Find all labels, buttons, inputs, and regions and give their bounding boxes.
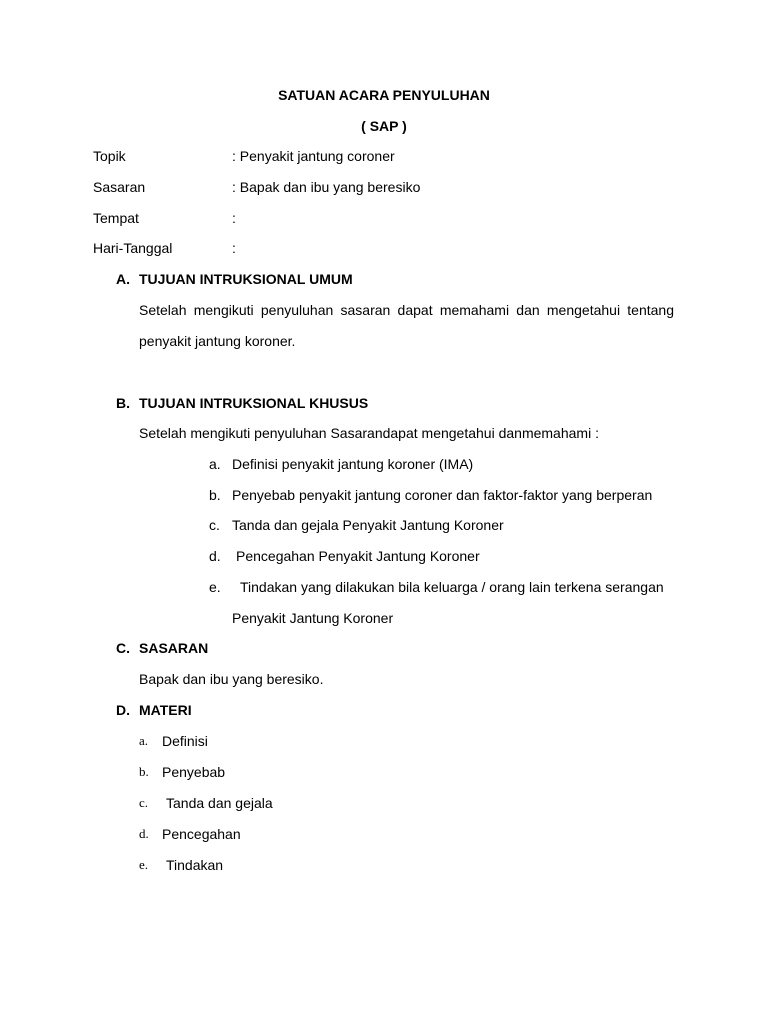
section-d-marker: D.: [116, 702, 130, 718]
list-item-continuation: Penyakit Jantung Koroner: [232, 610, 394, 626]
list-item-marker: c.: [139, 795, 149, 810]
section-a-marker: A.: [116, 271, 130, 287]
list-item-marker: a.: [209, 456, 221, 472]
list-item: Pencegahan: [162, 826, 241, 842]
list-item: Pencegahan Penyakit Jantung Koroner: [236, 548, 480, 564]
list-item-marker: b.: [139, 764, 149, 779]
list-item-marker: d.: [209, 548, 221, 564]
list-item: Tindakan yang dilakukan bila keluarga / orang lain terkena serangan: [240, 579, 664, 595]
list-item-marker: c.: [209, 517, 220, 533]
document-subtitle: ( SAP ): [361, 118, 407, 134]
list-item: Tindakan: [166, 857, 224, 873]
info-label-hari-tanggal: Hari-Tanggal: [93, 240, 173, 256]
info-value-tempat: :: [232, 210, 236, 226]
section-b-intro: Setelah mengikuti penyuluhan Sasarandapat mengetahui danmemahami :: [139, 425, 599, 441]
section-d-heading: MATERI: [139, 702, 192, 718]
list-item: Definisi penyakit jantung koroner (IMA): [232, 456, 474, 472]
section-c-marker: C.: [116, 640, 130, 656]
info-label-topik: Topik: [93, 148, 126, 164]
section-b-marker: B.: [116, 395, 130, 411]
list-item: Tanda dan gejala Penyakit Jantung Koroner: [232, 517, 504, 533]
info-value-topik: : Penyakit jantung coroner: [232, 148, 395, 164]
section-b-heading: TUJUAN INTRUKSIONAL KHUSUS: [139, 395, 369, 411]
list-item-marker: d.: [139, 826, 149, 841]
info-value-sasaran: : Bapak dan ibu yang beresiko: [232, 179, 421, 195]
list-item-marker: e.: [139, 857, 149, 872]
list-item: Tanda dan gejala: [166, 795, 273, 811]
info-label-tempat: Tempat: [93, 210, 139, 226]
list-item: Penyebab: [162, 764, 226, 780]
list-item: Penyebab penyakit jantung coroner dan faktor-faktor yang berperan: [232, 487, 653, 503]
section-a-heading: TUJUAN INTRUKSIONAL UMUM: [139, 271, 353, 287]
section-a-paragraph-line1: Setelah mengikuti penyuluhan sasaran dapat memahami dan mengetahui tentang: [139, 302, 674, 318]
list-item-marker: b.: [209, 487, 221, 503]
list-item-marker: a.: [139, 733, 149, 748]
section-a-paragraph-line2: penyakit jantung koroner.: [139, 333, 296, 349]
info-label-sasaran: Sasaran: [93, 179, 146, 195]
section-c-text: Bapak dan ibu yang beresiko.: [139, 671, 324, 687]
document-title: SATUAN ACARA PENYULUHAN: [278, 87, 490, 103]
list-item: Definisi: [162, 733, 208, 749]
info-value-hari-tanggal: :: [232, 240, 236, 256]
section-c-heading: SASARAN: [139, 640, 209, 656]
list-item-marker: e.: [209, 579, 221, 595]
